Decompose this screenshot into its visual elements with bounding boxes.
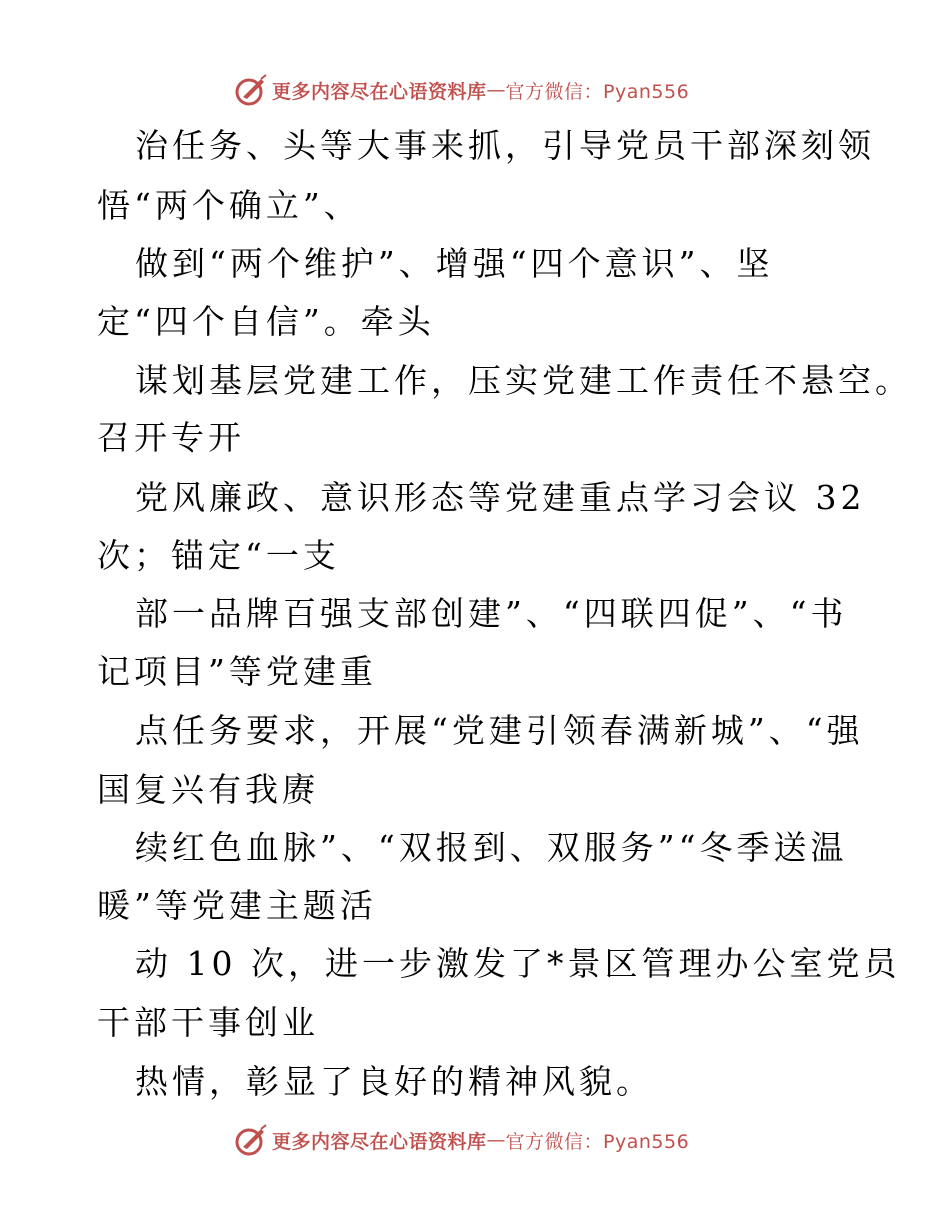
- header-watermark: [234, 72, 689, 108]
- text-line: 部一品牌百强支部创建”、“四联四促”、“书: [135, 594, 848, 633]
- watermark-brand: 更多内容尽在心语资料库: [272, 80, 487, 103]
- text-line: 召开专开: [97, 418, 245, 457]
- text-line: 次；锚定“一支: [97, 536, 340, 575]
- watermark-wechat: 官方微信：Pyan556: [505, 1130, 690, 1153]
- text-line: 国复兴有我赓: [97, 770, 319, 809]
- text-line: 谋划基层党建工作，压实党建工作责任不悬空。: [135, 361, 912, 400]
- text-line: 暖”等党建主题活: [97, 886, 377, 925]
- text-line: 党风廉政、意识形态等党建重点学习会议 32: [135, 478, 866, 517]
- quill-logo-icon: [234, 73, 268, 107]
- text-line: 做到“两个维护”、增强“四个意识”、坚: [135, 244, 774, 283]
- text-line: 动 10 次，进一步激发了*景区管理办公室党员: [135, 944, 901, 983]
- text-line: 点任务要求，开展“党建引领春满新城”、“强: [135, 711, 864, 750]
- text-line: 悟“两个确立”、: [97, 186, 361, 225]
- watermark-wechat: 官方微信：Pyan556: [505, 80, 690, 103]
- text-line: 记项目”等党建重: [97, 652, 377, 691]
- watermark-brand: 更多内容尽在心语资料库: [272, 1130, 487, 1153]
- text-line: 干部干事创业: [97, 1003, 319, 1042]
- text-line: 定“四个自信”。牵头: [97, 302, 435, 341]
- quill-logo-icon: [234, 1123, 268, 1157]
- footer-watermark: [234, 1122, 689, 1158]
- text-line: 续红色血脉”、“双报到、双服务”“冬季送温: [135, 828, 848, 867]
- watermark-dash: —: [486, 79, 506, 101]
- text-line: 治任务、头等大事来抓，引导党员干部深刻领: [135, 126, 875, 165]
- watermark-dash: —: [486, 1129, 506, 1151]
- text-line: 热情，彰显了良好的精神风貌。: [135, 1062, 653, 1101]
